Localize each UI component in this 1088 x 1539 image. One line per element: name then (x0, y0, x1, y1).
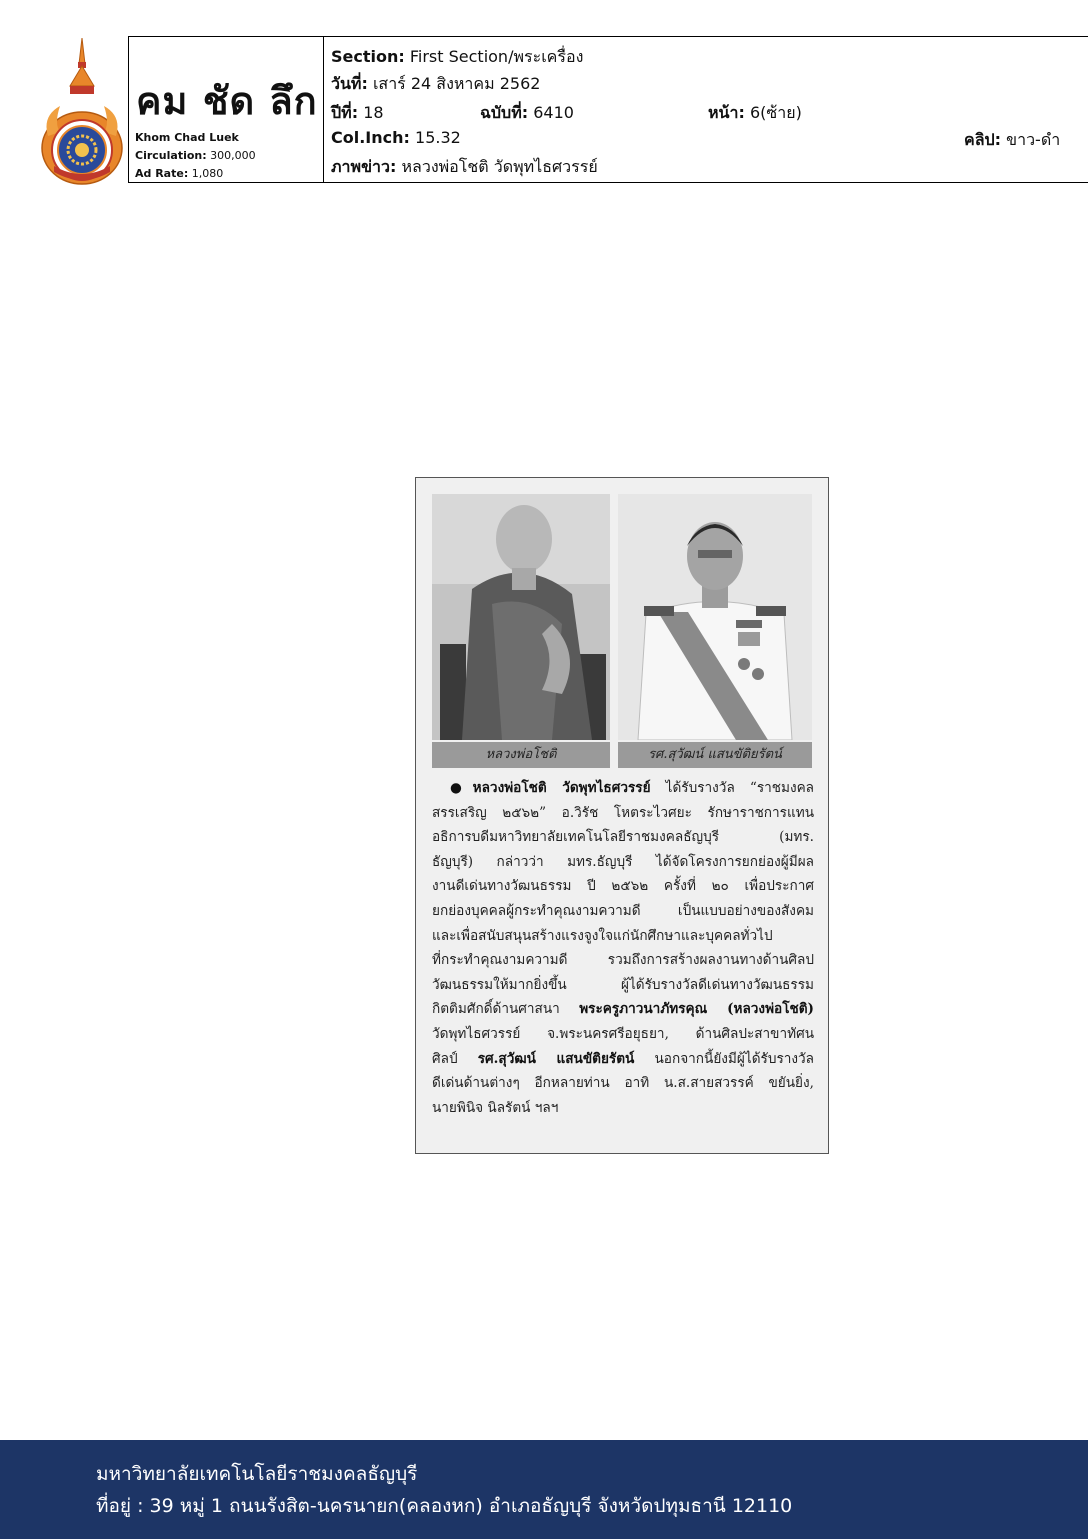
article-line: กิตติมศักดิ์ด้านศาสนา พระครูภาวนาภัทรคุณ (หลวงพ่อโชติ) (432, 1001, 814, 1018)
year-field: ปีที่: 18 (331, 103, 384, 122)
date-field: วันที่: เสาร์ 24 สิงหาคม 2562 (331, 74, 541, 93)
footer-address: ที่อยู่ : 39 หมู่ 1 ถนนรังสิต-นครนายก(คลองหก) อำเภอธัญบุรี จังหวัดปทุมธานี 12110 (96, 1495, 793, 1517)
photo-caption-right: รศ.สุวัฒน์ แสนขัติยรัตน์ (618, 742, 812, 768)
header-divider (323, 36, 324, 183)
article-line: นายพินิจ นิลรัตน์ ฯลฯ (432, 1099, 559, 1116)
article-line: อธิการบดีมหาวิทยาลัยเทคโนโลยีราชมงคลธัญบุรี (มทร. (432, 829, 814, 846)
article-line: วัฒนธรรมให้มากยิ่งขึ้น ผู้ได้รับรางวัลดีเด่นทางวัฒนธรรม (432, 976, 814, 993)
colinch-field: Col.Inch: 15.32 (331, 128, 461, 147)
footer-university-name: มหาวิทยาลัยเทคโนโลยีราชมงคลธัญบุรี (96, 1463, 418, 1485)
photo-caption-left: หลวงพ่อโชติ (432, 742, 610, 768)
official-portrait-photo (618, 494, 812, 740)
article-line: ●หลวงพ่อโชติ วัดพุทไธศวรรย์ ได้รับรางวัล “ราชมงคล (450, 780, 814, 796)
footer-bar (0, 1440, 1088, 1539)
issue-field: ฉบับที่: 6410 (480, 103, 574, 122)
article-line: ดีเด่นด้านต่างๆ อีกหลายท่าน อาทิ น.ส.สายสวรรค์ ขยันยิ่ง, (432, 1075, 814, 1092)
article-line: ศิลป์ รศ.สุวัฒน์ แสนขัติยรัตน์ นอกจากนี้ยังมีผู้ได้รับรางวัล (432, 1050, 814, 1067)
clip-field: คลิป: ขาว-ดำ (964, 130, 1061, 149)
rmutt-crest-icon (40, 36, 124, 186)
newspaper-masthead: คม ชัด ลึก (136, 79, 318, 123)
article-body (432, 776, 814, 1120)
article-line: และเพื่อสนับสนุนสร้างแรงจูงใจแก่นักศึกษาและบุคคลทั่วไป (432, 927, 773, 944)
news-clipping (415, 477, 829, 1154)
monk-photo (432, 494, 610, 740)
article-line: ที่กระทำคุณงามความดี รวมถึงการสร้างผลงานทางด้านศิลป (432, 952, 814, 969)
article-line: งานดีเด่นทางวัฒนธรรม ปี ๒๕๖๒ ครั้งที่ ๒๐ เพื่อประกาศ (432, 878, 814, 895)
article-line: ยกย่องบุคคลผู้กระทำคุณงามความดี เป็นแบบอย่างของสังคม (432, 902, 814, 919)
paper-name: Khom Chad Luek (135, 131, 239, 144)
article-line: ธัญบุรี) กล่าวว่า มทร.ธัญบุรี ได้จัดโครงการยกย่องผู้มีผล (432, 853, 814, 870)
page-field: หน้า: 6(ซ้าย) (708, 103, 802, 122)
article-line: วัดพุทไธศวรรย์ จ.พระนครศรีอยุธยา, ด้านศิลปะสาขาทัศน (432, 1025, 814, 1042)
university-logo (40, 36, 124, 186)
photo-news-field: ภาพข่าว: หลวงพ่อโชติ วัดพุทไธศวรรย์ (331, 157, 598, 176)
section-field: Section: First Section/พระเครื่อง (331, 47, 584, 66)
circulation: Circulation: 300,000 (135, 149, 256, 162)
ad-rate: Ad Rate: 1,080 (135, 167, 224, 180)
article-line: สรรเสริญ ๒๕๖๒” อ.วิรัช โหตระไวศยะ รักษาราชการแทน (432, 804, 814, 821)
